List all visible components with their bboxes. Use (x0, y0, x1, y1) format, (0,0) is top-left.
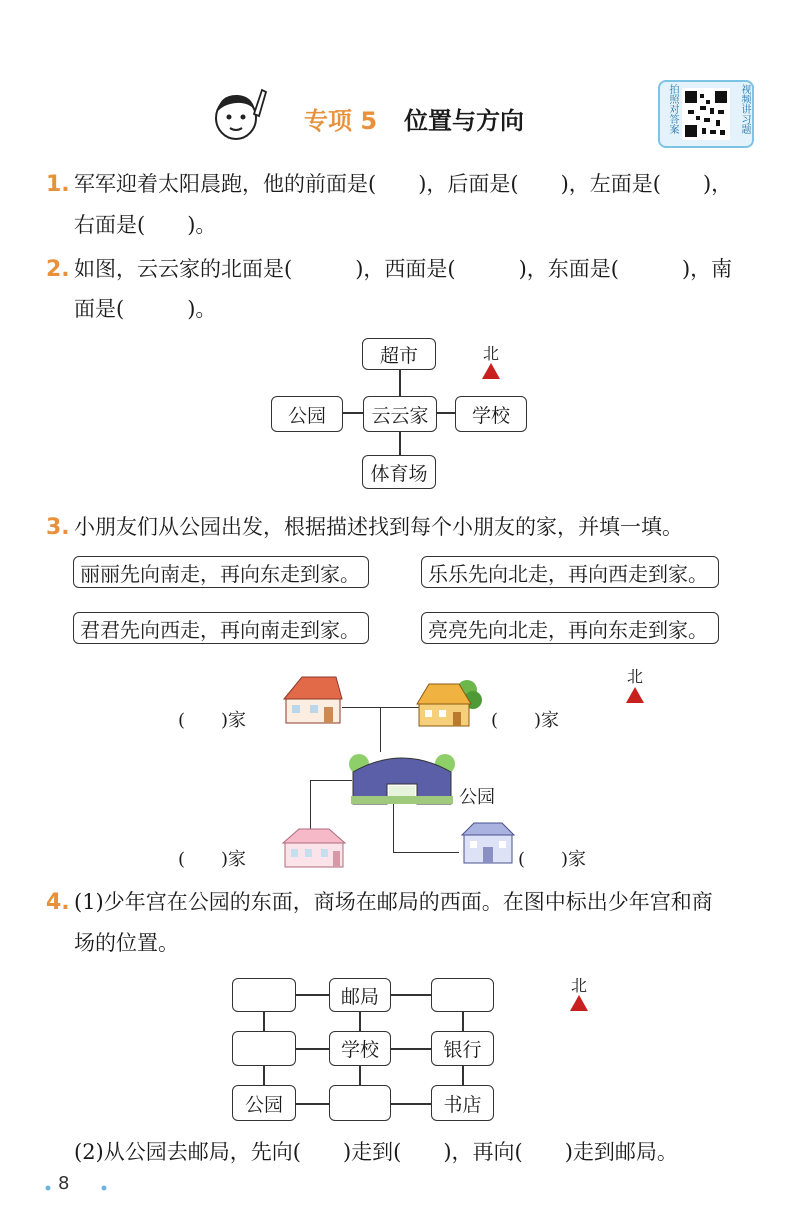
home-blank-top-right[interactable]: ( )家 (491, 710, 560, 731)
park-icon (347, 750, 457, 810)
qr-right-label: 视频讲习题 (739, 84, 750, 134)
question-4-number: 4. (46, 890, 70, 915)
park-label: 公园 (459, 787, 495, 808)
question-2-number: 2. (46, 257, 70, 282)
grid-box-school: 学校 (329, 1031, 391, 1066)
house-bottom-right-icon (458, 821, 518, 869)
description-junjun: 君君先向西走，再向南走到家。 (73, 612, 369, 644)
grid-blank-2[interactable] (431, 978, 494, 1012)
north-label: 北 (627, 667, 644, 686)
north-arrow-icon (570, 995, 588, 1011)
map-box-yunyun-home: 云云家 (363, 396, 437, 432)
home-blank-bottom-right[interactable]: ( )家 (518, 849, 587, 870)
mascot-icon (206, 84, 268, 146)
qr-code[interactable] (658, 80, 754, 148)
north-label: 北 (571, 976, 588, 995)
page-number-dots-icon (44, 1180, 114, 1199)
grid-blank-3[interactable] (232, 1031, 296, 1066)
page-title-number: 专项 5 (304, 107, 378, 135)
question-1-number: 1. (46, 172, 70, 197)
north-arrow-icon (626, 687, 644, 703)
map-box-park: 公园 (271, 396, 343, 432)
house-bottom-left-icon (281, 827, 347, 873)
question-1-line-2: 右面是( )。 (74, 213, 217, 237)
description-lili: 丽丽先向南走，再向东走到家。 (73, 556, 369, 588)
house-top-right-icon (415, 676, 485, 732)
grid-box-bookstore: 书店 (431, 1085, 494, 1121)
question-2-line-1: 如图，云云家的北面是( )，西面是( )，东面是( )，南 (74, 257, 733, 281)
north-label: 北 (483, 344, 500, 363)
description-lele: 乐乐先向北走，再向西走到家。 (421, 556, 719, 588)
question-3-line-1: 小朋友们从公园出发，根据描述找到每个小朋友的家，并填一填。 (74, 515, 683, 539)
question-4-line-1: (1)少年宫在公园的东面，商场在邮局的西面。在图中标出少年宫和商 (74, 890, 713, 914)
page-title: 位置与方向 (404, 107, 524, 135)
north-arrow-icon (482, 363, 500, 379)
grid-box-post-office: 邮局 (329, 978, 391, 1012)
house-top-left-icon (280, 673, 344, 729)
qr-left-label: 拍照对答案 (667, 84, 678, 134)
question-4-line-2: 场的位置。 (74, 931, 179, 955)
home-blank-top-left[interactable]: ( )家 (178, 710, 247, 731)
grid-box-park: 公园 (232, 1085, 296, 1121)
home-blank-bottom-left[interactable]: ( )家 (178, 849, 247, 870)
map-box-stadium: 体育场 (362, 455, 436, 489)
map-box-school: 学校 (455, 396, 527, 432)
map-box-supermarket: 超市 (362, 338, 436, 370)
question-4-part-2: (2)从公园去邮局，先向( )走到( )，再向( )走到邮局。 (74, 1140, 678, 1164)
page-number: 8 (58, 1173, 70, 1194)
description-liangliang: 亮亮先向北走，再向东走到家。 (421, 612, 719, 644)
grid-blank-4[interactable] (329, 1085, 391, 1121)
question-3-number: 3. (46, 515, 70, 540)
question-1-line-1: 军军迎着太阳晨跑，他的前面是( )，后面是( )，左面是( )， (74, 172, 733, 196)
question-2-line-2: 面是( )。 (74, 297, 217, 321)
grid-blank-1[interactable] (232, 978, 296, 1012)
grid-box-bank: 银行 (431, 1031, 494, 1066)
